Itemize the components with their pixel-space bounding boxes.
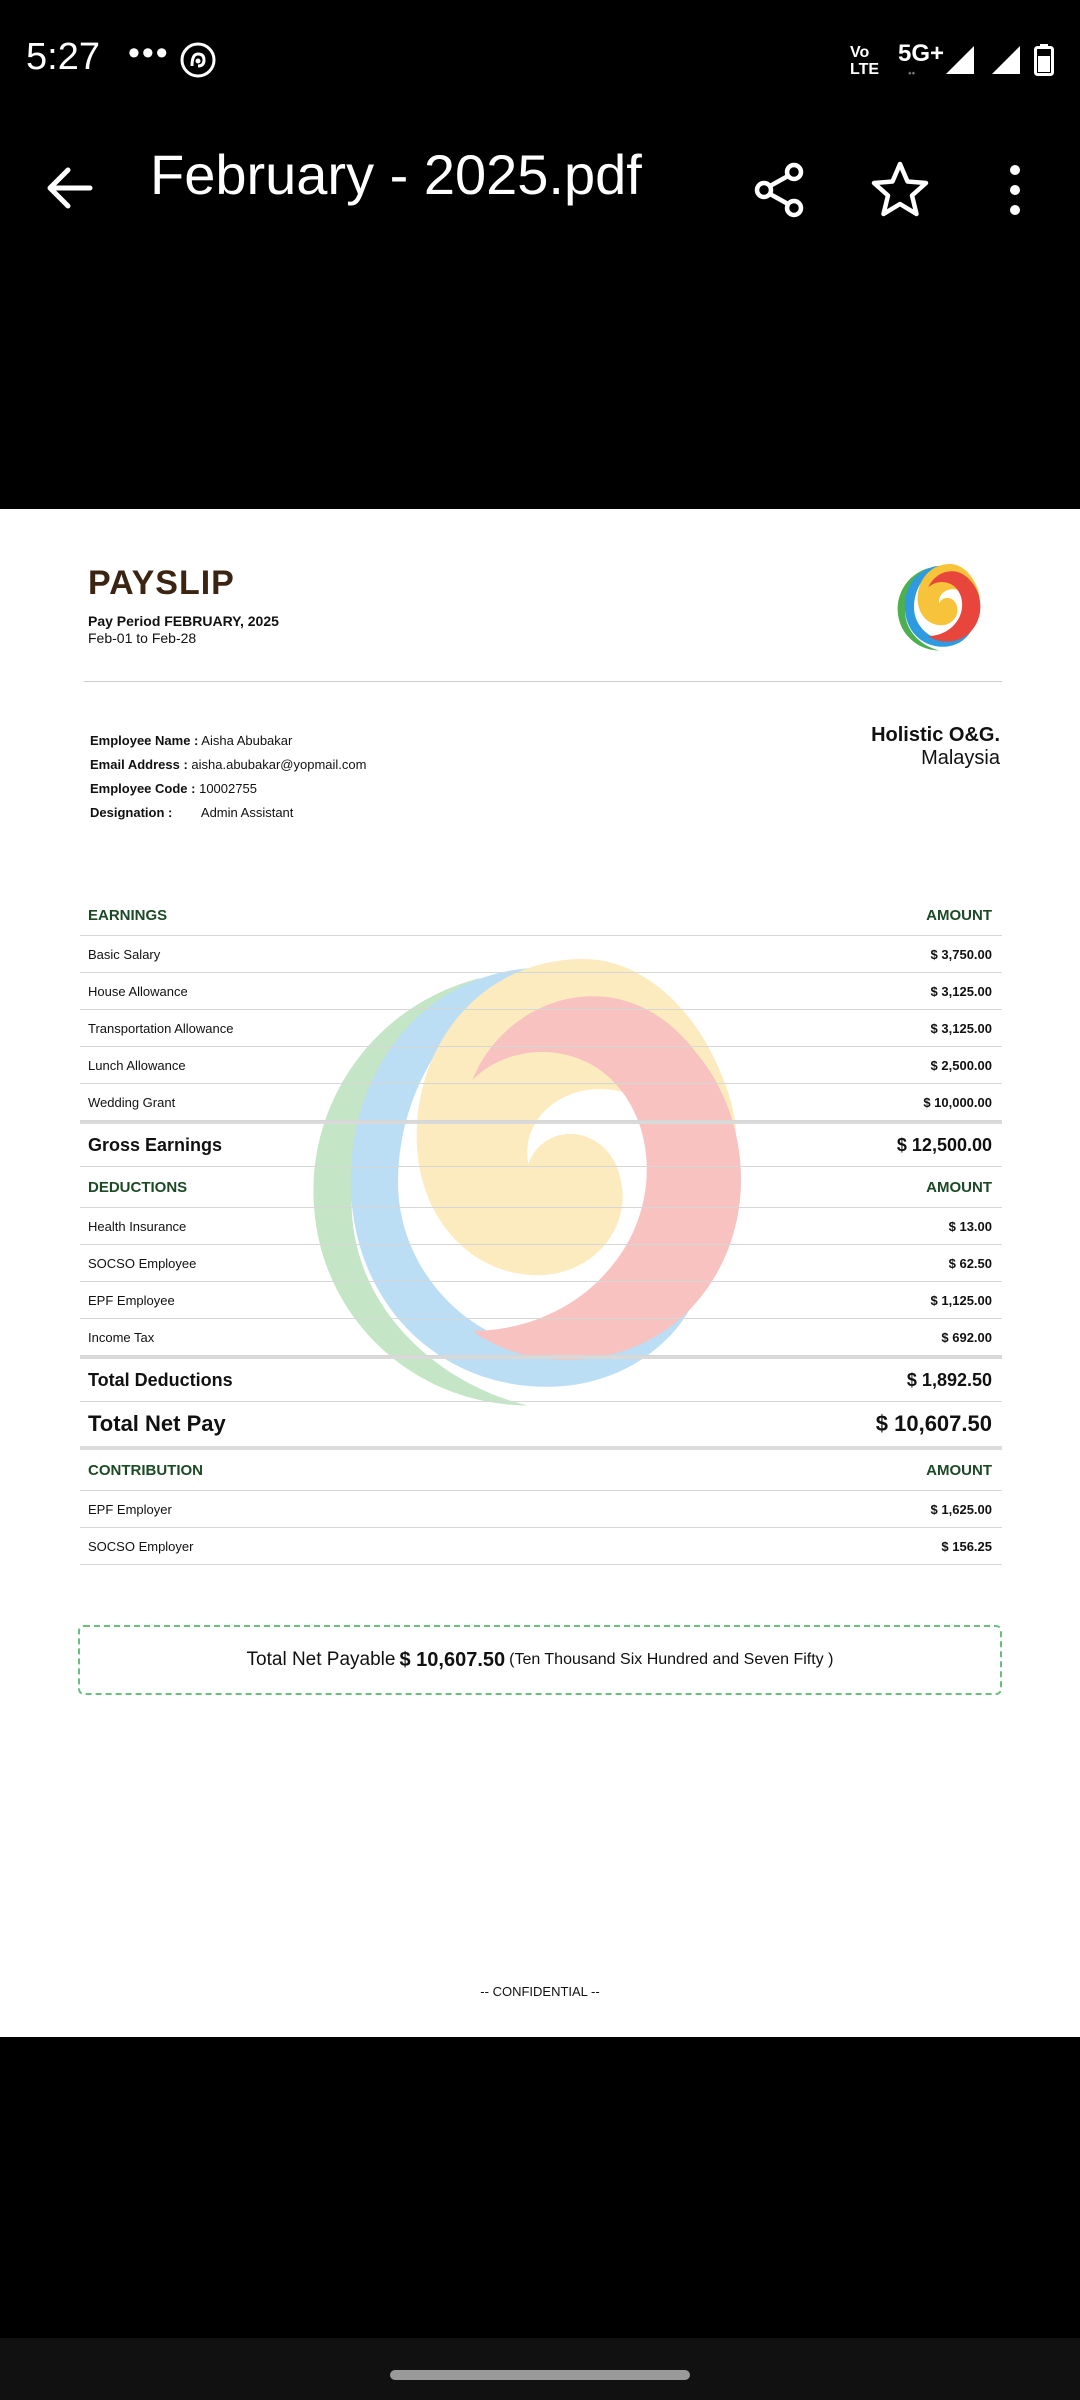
document-title: February - 2025.pdf (150, 143, 642, 206)
deduction-row (80, 1245, 1002, 1282)
more-notifications-icon: ••• (128, 34, 170, 72)
employee-details (90, 729, 366, 825)
contribution-label: SOCSO Employer (88, 1538, 194, 1554)
employee-code-label: Employee Code : (90, 781, 196, 796)
battery-icon (1034, 44, 1054, 76)
contribution-header-row (80, 1450, 1002, 1491)
total-net-pay-label: Total Net Pay (88, 1411, 226, 1436)
navigation-bar (0, 2338, 1080, 2400)
share-icon[interactable] (748, 158, 812, 222)
deduction-row (80, 1208, 1002, 1245)
deduction-amount: $ 1,125.00 (930, 1292, 992, 1308)
earning-row (80, 936, 1002, 973)
gross-earnings-row (80, 1121, 1002, 1167)
designation: Admin Assistant (200, 805, 294, 820)
total-deductions-amount: $ 1,892.50 (906, 1369, 992, 1390)
volte-top-label: Vo (850, 44, 870, 61)
designation-row (90, 801, 366, 825)
more-vert-icon[interactable] (990, 158, 1040, 222)
deductions-header-row (80, 1167, 1002, 1208)
employee-name-label: Employee Name : (90, 733, 199, 748)
earning-row (80, 1047, 1002, 1084)
payslip-title: PAYSLIP (88, 564, 235, 602)
earning-label: Basic Salary (88, 946, 161, 962)
deduction-amount: $ 62.50 (948, 1255, 992, 1271)
data-activity-icon: ⬩⬩ (908, 68, 916, 79)
earning-amount: $ 10,000.00 (923, 1094, 992, 1110)
deduction-row (80, 1319, 1002, 1356)
app-notification-icon (180, 42, 216, 78)
earning-amount: $ 2,500.00 (930, 1057, 992, 1073)
total-deductions-row (80, 1356, 1002, 1402)
earning-row (80, 1084, 1002, 1121)
earning-label: House Allowance (88, 983, 188, 999)
earnings-amount-header: AMOUNT (926, 906, 992, 924)
earning-row (80, 1010, 1002, 1047)
pay-date-range: Feb-01 to Feb-28 (88, 630, 197, 646)
pay-period: Pay Period FEBRUARY, 2025 (88, 613, 279, 629)
star-icon[interactable] (868, 158, 932, 222)
deduction-label: Income Tax (88, 1329, 155, 1345)
earning-label: Lunch Allowance (88, 1057, 186, 1073)
back-arrow-icon[interactable] (40, 158, 100, 218)
total-deductions-label: Total Deductions (88, 1369, 233, 1390)
payslip-table (80, 895, 1002, 1565)
earning-label: Transportation Allowance (88, 1020, 234, 1036)
company-logo-icon (896, 564, 986, 654)
net-payable-box (78, 1625, 1002, 1695)
contribution-amount: $ 156.25 (941, 1538, 992, 1554)
email-label: Email Address : (90, 757, 188, 772)
deduction-label: EPF Employee (88, 1292, 175, 1308)
net-payable-label: Total Net Payable (246, 1649, 396, 1670)
earnings-header-row (80, 895, 1002, 936)
net-payable-words: (Ten Thousand Six Hundred and Seven Fifty ) (509, 1651, 834, 1668)
deduction-amount: $ 692.00 (941, 1329, 992, 1345)
status-bar (0, 0, 1080, 120)
earning-amount: $ 3,750.00 (930, 946, 992, 962)
earning-row (80, 973, 1002, 1010)
earnings-header: EARNINGS (88, 906, 168, 924)
earning-label: Wedding Grant (88, 1094, 176, 1110)
total-net-pay-row (80, 1402, 1002, 1450)
contribution-label: EPF Employer (88, 1501, 172, 1517)
employee-email-row (90, 753, 366, 777)
app-bar (0, 120, 1080, 250)
company-country: Malaysia (921, 747, 1000, 769)
total-net-pay-amount: $ 10,607.50 (875, 1411, 992, 1436)
employee-code: 10002755 (199, 781, 257, 796)
volte-indicator (850, 44, 879, 78)
contribution-amount: $ 1,625.00 (930, 1501, 992, 1517)
gross-earnings-amount: $ 12,500.00 (896, 1134, 992, 1155)
company-name: Holistic O&G. (871, 724, 1000, 746)
employee-name: Aisha Abubakar (201, 733, 293, 748)
deductions-header: DEDUCTIONS (88, 1178, 188, 1196)
designation-label: Designation : (90, 805, 173, 820)
deductions-amount-header: AMOUNT (926, 1178, 992, 1196)
header-divider (84, 681, 1002, 682)
deduction-label: SOCSO Employee (88, 1255, 197, 1271)
contribution-amount-header: AMOUNT (926, 1461, 992, 1479)
confidential-footer: -- CONFIDENTIAL -- (480, 1984, 600, 1999)
gross-earnings-label: Gross Earnings (88, 1134, 223, 1155)
status-time: 5:27 (26, 36, 100, 78)
contribution-row (80, 1491, 1002, 1528)
earning-amount: $ 3,125.00 (930, 1020, 992, 1036)
employee-code-row (90, 777, 366, 801)
earning-amount: $ 3,125.00 (930, 983, 992, 999)
signal-icon (990, 44, 1022, 76)
home-gesture-handle[interactable] (390, 2370, 690, 2380)
network-type: 5G+ (898, 40, 945, 67)
net-payable-amount: $ 10,607.50 (399, 1648, 506, 1671)
contribution-header: CONTRIBUTION (88, 1461, 203, 1479)
deduction-label: Health Insurance (88, 1218, 187, 1234)
deduction-row (80, 1282, 1002, 1319)
employee-email: aisha.abubakar@yopmail.com (191, 757, 367, 772)
deduction-amount: $ 13.00 (948, 1218, 992, 1234)
employee-name-row (90, 729, 366, 753)
pdf-page[interactable] (0, 509, 1080, 2037)
contribution-row (80, 1528, 1002, 1565)
signal-icon (944, 44, 976, 76)
volte-bottom-label: LTE (850, 61, 880, 78)
